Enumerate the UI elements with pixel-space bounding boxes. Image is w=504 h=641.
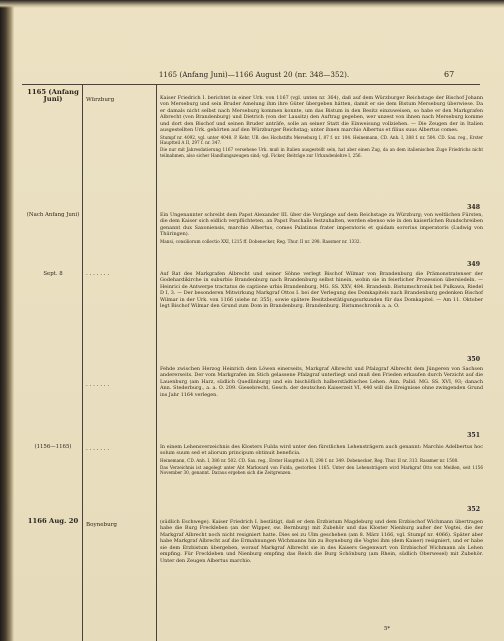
place-column-rule [156,85,157,641]
entry-text: Auf Rat des Markgrafen Albrecht und seiner Söhne verlegt Bischof Wilmar von Brandenburg die Prämonstratenser der Godehardikirche in suburbio Brandenburg nach Brandenburg selbst hinein, wobin sie in feierlicher Prozession übersiedeln. — Heinrici de Antwerpe tractatus de captione urbis Brandenburg, MG. SS. XXV, 484. Brandenb. Bistumschronik bei Pulkawa, Riedel D I, 3. — Der besonderen Mitwirkung Markgraf Ottos I. bei der Verlegung des Domkapitels nach Brandenburg gedenken Bischof Wilmar in der Urk. von 1166 (siehe nr. 355), sowie spätere Besitzbestätigungsurkunden für das Domkapitel. — Am 11. Oktober legt Bischof Wilmar den Grund zum Dom in Brandenburg. Brandenburg. Bistumschronik a. a. O. [160,271,483,310]
page-number: 67 [444,70,455,79]
entry-place: . . . . . . . [86,271,110,277]
entry-place: Boyneburg [86,522,117,528]
book-spine-shadow [0,0,14,641]
entry-date: (1156—1165) [34,444,72,450]
header-rule [22,84,480,85]
entry-number: 352 [467,506,480,513]
entry-date: 1166 Aug. 20 [27,517,79,525]
running-title: 1165 (Anfang Juni)—1166 August 20 (nr. 348—352). [158,70,350,79]
regest-entry [160,519,483,564]
entry-number: 351 [467,432,480,439]
page-top-shadow [0,0,504,8]
entry-text: Fehde zwischen Herzog Heinrich dem Löwen einerseits, Markgraf Albrecht und Pfalzgraf Albrecht dem Jüngeren von Sachsen andererseits. Der vom Markgrafen im Stich gelassene Pfalzgraf unterliegt und muß den Frieden erkaufen durch Verzicht auf die Lauenburg (am Harz, südlich Quedlinburg) und ein bischöflich halberstädtisches Lehen. Ann. Palid. MG. SS. XVI, 93; danach Ann. Stederburg., a. a. O. 209. Giesebrecht, Gesch. der deutschen Kaiserzeit VI, 440 will die Ereignisse ohne zwingenden Grund ins Jahr 1164 verlegen. [160,366,483,398]
entry-citation: Die nur mit Jahresdatierung 1167 versehene Urk. muß in Italien ausgestellt sein, hat aber einen Zug, da an dem italienischen Zuge Friedrichs nicht teilnahmen, also sicher Handlungszeugen sind; vgl. Ficker, Beiträge zur Urkundenlehre I, 256. [160,146,483,158]
entry-citation: Heinemann, CD. Anh. I, 386 nr. 502. CD. Sax. reg., Erster Hauptteil A II, 298 f. nr. 349. Dobenecker, Reg. Thur. II nr. 313. Rassmer nr. 1508. [160,457,459,463]
entry-date: 1165 (Anfang Juni) [27,88,79,104]
entry-place: . . . . . . . [86,382,110,388]
entry-citation: Das Verzeichnis ist angelegt unter Abt Markward von Fulda, gestorben 1165. Unter den Lehensträgern wird Markgraf Otto von Meißen, seit 1156 November 30, genannt. Daraus ergeben sich die Zeitgrenzen. [160,464,483,476]
regest-entry [160,212,483,244]
regest-entry [160,444,483,476]
entry-text: Kaiser Friedrich I. berichtet in einer Urk. von 1167 (vgl. unten nr. 364), daß auf dem Würzburger Reichstage der Bischof Johann von Merseburg und sein Bruder Amelung ihm ihre Güter übergeben hätten, damit er sie dem Bistum Merseburg überwiese. Da er damals nicht selbst nach Merseburg kommen konnte, um das Bistum in den Besitz einzuweisen, so habe er den Markgrafen Albrecht (von Brandenburg) und Dietrich (von der Lausitz) den Auftrag gegeben, wer unzest von ihnen nach Merseburg komme und dort den Bischof und seinen Bruder anträfe, solle an seiner Statt die Einweisung vollziehen. — Die Zeugen der in Italien ausgestellten Urk. gehörten auf den Würzburger Reichstag; unter ihnen marchio Albertus et filius suus Albertus comes. [160,95,483,134]
entry-date: Sept. 8 [43,271,63,277]
entry-place: Würzburg [86,97,115,103]
entry-number: 350 [467,356,480,363]
regest-entry [160,366,483,398]
entry-date: (Nach Anfang Juni) [26,212,80,218]
entry-citation: Mansi, consiliorum collectio XXI, 1215 ff. Dobenecker, Reg. Thur. II nr. 298. Rassmer nr. 1332. [160,238,361,244]
entry-number: 349 [467,261,480,268]
entry-text: Ein Ungenannter schreibt dem Papst Alexander III. über die Vorgänge auf dem Reichstage zu Würzburg; von weltlichen Fürsten, die dem Kaiser sich eidlich verpflichteten, an Papst Paschalis festzuhalten, werden ebenso wie in den kaiserlichen Rundschreiben genannt dux Saxoniensis, marchio Albertus, comes Palatinus frater imperatoris et quidam sororius imperatoris (Ludwig von Thüringen). [160,212,483,238]
entry-text: In einem Lehensverzeichnis des Klosters Fulda wird unter den fürstlichen Lehensträgern auch genannt: Marchio Adelbertus hoc solum suum sed et aliorum principum obtinuit beneficia. [160,444,483,457]
entry-text: (südlich Eschwege). Kaiser Friedrich I. bestätigt, daß er dem Erzbistum Magdeburg und dem Erzbischof Wichmann übertragen habe die Burg Freckleben (an der Wipper, sw. Bernburg) mit Zubehör und das Kloster Nienburg außer der Vogtei, die der Markgraf Albrecht noch nicht resigniert hatte. Dies sei zu Ulm geschehen (am 8. März 1166, vgl. Stumpf nr. 4066). Später aber habe Markgraf Albrecht auf die Ermahnungen Wichmanns hin zu Boyneburg die Vogtei ihm (dem Kaiser) resigniert, und er habe sie dem Erzbistum übergeben, worauf Markgraf Albrecht sie in des Kaisers Gegenwart von Erzbischof Wichmann als Lehen empfing. Für Freckleben und Nienburg empfing das Reich die Burg Schönburg (am Rhein, südlich Oberwesel) mit Zubehör. Unter den Zeugen Albertus marchio. [160,519,483,564]
entry-number: 348 [467,204,480,211]
regest-entry [160,271,483,310]
regest-entry [160,95,483,158]
entry-place: . . . . . . . [86,446,110,452]
entry-citation: Stumpf nr. 4092, vgl. unter 4048. P. Kehr, UB. des Hochstifts Merseburg I, 87 f. nr. 104. Heinemann, CD. Anh. I, 388 f. nr. 504. CD. Sax. reg., Erster Hauptteil A II, 297 f. nr. 347. [160,134,483,146]
signature-mark: 5* [384,626,391,632]
date-column-rule [82,85,83,641]
